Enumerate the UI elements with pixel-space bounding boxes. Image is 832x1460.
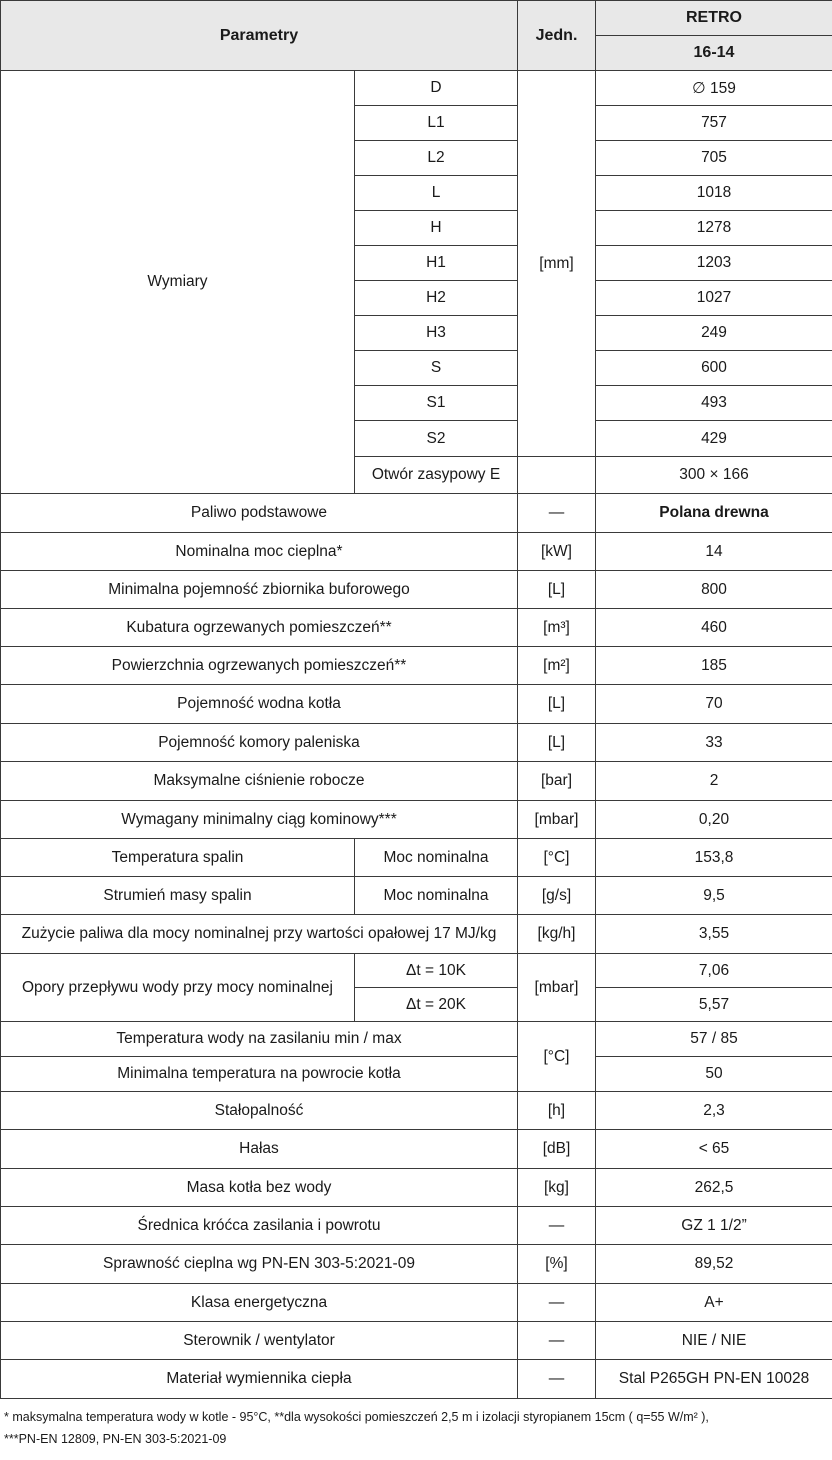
- dim-name: H: [355, 211, 518, 246]
- temp-spalin-unit: [°C]: [518, 839, 596, 877]
- dim-name: S2: [355, 421, 518, 457]
- sprawnosc-value: 89,52: [596, 1245, 832, 1284]
- pojemnosc-komory-unit: [L]: [518, 724, 596, 762]
- zuzycie-value: 3,55: [596, 915, 832, 954]
- dim-name: H1: [355, 246, 518, 281]
- klasa-unit: —: [518, 1284, 596, 1322]
- dim-value: 705: [596, 141, 832, 176]
- dim-name: H3: [355, 316, 518, 351]
- stalopalnosc-value: 2,3: [596, 1092, 832, 1130]
- dim-value: 493: [596, 386, 832, 421]
- srednica-unit: —: [518, 1207, 596, 1245]
- ciag-unit: [mbar]: [518, 801, 596, 839]
- dim-name: H2: [355, 281, 518, 316]
- pojemnosc-komory-value: 33: [596, 724, 832, 762]
- moc-unit: [kW]: [518, 533, 596, 571]
- dim-value: 600: [596, 351, 832, 386]
- temp-zasilania-label: Temperatura wody na zasilaniu min / max: [1, 1022, 518, 1057]
- opory-unit: [mbar]: [518, 954, 596, 1022]
- masa-value: 262,5: [596, 1169, 832, 1207]
- strumien-label: Strumień masy spalin: [1, 877, 355, 915]
- powierzchnia-unit: [m²]: [518, 647, 596, 685]
- stalopalnosc-label: Stałopalność: [1, 1092, 518, 1130]
- moc-value: 14: [596, 533, 832, 571]
- dim-value: 1018: [596, 176, 832, 211]
- dim-name: D: [355, 71, 518, 106]
- temp-powrotu-label: Minimalna temperatura na powrocie kotła: [1, 1057, 518, 1092]
- klasa-label: Klasa energetyczna: [1, 1284, 518, 1322]
- bufor-unit: [L]: [518, 571, 596, 609]
- temp-spalin-label: Temperatura spalin: [1, 839, 355, 877]
- cisnienie-value: 2: [596, 762, 832, 801]
- dim-name: S: [355, 351, 518, 386]
- header-parametry: Parametry: [1, 1, 518, 71]
- srednica-value: GZ 1 1/2”: [596, 1207, 832, 1245]
- temp-powrotu-value: 50: [596, 1057, 832, 1092]
- dim-value: 1278: [596, 211, 832, 246]
- temp-zasilania-value: 57 / 85: [596, 1022, 832, 1057]
- cisnienie-label: Maksymalne ciśnienie robocze: [1, 762, 518, 801]
- opory-value2: 5,57: [596, 988, 832, 1022]
- dim-value: 1027: [596, 281, 832, 316]
- dim-value: 249: [596, 316, 832, 351]
- kubatura-label: Kubatura ogrzewanych pomieszczeń**: [1, 609, 518, 647]
- strumien-unit: [g/s]: [518, 877, 596, 915]
- dim-name: S1: [355, 386, 518, 421]
- srednica-label: Średnica króćca zasilania i powrotu: [1, 1207, 518, 1245]
- opory-sub2: Δt = 20K: [355, 988, 518, 1022]
- dim-unit-empty: [518, 457, 596, 494]
- dim-name: L: [355, 176, 518, 211]
- sterownik-unit: —: [518, 1322, 596, 1360]
- zuzycie-unit: [kg/h]: [518, 915, 596, 954]
- paliwo-value: Polana drewna: [596, 494, 832, 533]
- temp-wody-unit: [°C]: [518, 1022, 596, 1092]
- temp-spalin-value: 153,8: [596, 839, 832, 877]
- header-model: RETRO: [596, 1, 832, 36]
- pojemnosc-wodna-value: 70: [596, 685, 832, 724]
- pojemnosc-komory-label: Pojemność komory paleniska: [1, 724, 518, 762]
- dim-name: L1: [355, 106, 518, 141]
- zuzycie-label: Zużycie paliwa dla mocy nominalnej przy wartości opałowej 17 MJ/kg: [1, 915, 518, 954]
- dim-value: 1203: [596, 246, 832, 281]
- header-jedn: Jedn.: [518, 1, 596, 71]
- pojemnosc-wodna-label: Pojemność wodna kotła: [1, 685, 518, 724]
- dim-value: 429: [596, 421, 832, 457]
- material-unit: —: [518, 1360, 596, 1399]
- footnote-line-2: ***PN-EN 12809, PN-EN 303-5:2021-09: [4, 1432, 227, 1446]
- dim-value: ∅ 159: [596, 71, 832, 106]
- footnote-line-1: * maksymalna temperatura wody w kotle - 95°C, **dla wysokości pomieszczeń 2,5 m i izolacji styropianem 15cm ( q=55 W/m² ),: [4, 1410, 709, 1424]
- kubatura-unit: [m³]: [518, 609, 596, 647]
- dim-value: 300 × 166: [596, 457, 832, 494]
- dim-name: Otwór zasypowy E: [355, 457, 518, 494]
- stalopalnosc-unit: [h]: [518, 1092, 596, 1130]
- strumien-value: 9,5: [596, 877, 832, 915]
- powierzchnia-label: Powierzchnia ogrzewanych pomieszczeń**: [1, 647, 518, 685]
- ciag-value: 0,20: [596, 801, 832, 839]
- opory-label: Opory przepływu wody przy mocy nominalnej: [1, 954, 355, 1022]
- kubatura-value: 460: [596, 609, 832, 647]
- footnotes: [4, 1406, 709, 1450]
- cisnienie-unit: [bar]: [518, 762, 596, 801]
- opory-value1: 7,06: [596, 954, 832, 988]
- header-variant: 16-14: [596, 36, 832, 71]
- opory-sub1: Δt = 10K: [355, 954, 518, 988]
- material-value: Stal P265GH PN-EN 10028: [596, 1360, 832, 1399]
- paliwo-unit: —: [518, 494, 596, 533]
- halas-unit: [dB]: [518, 1130, 596, 1169]
- pojemnosc-wodna-unit: [L]: [518, 685, 596, 724]
- temp-spalin-sub: Moc nominalna: [355, 839, 518, 877]
- sterownik-value: NIE / NIE: [596, 1322, 832, 1360]
- ciag-label: Wymagany minimalny ciąg kominowy***: [1, 801, 518, 839]
- halas-value: < 65: [596, 1130, 832, 1169]
- wymiary-label: Wymiary: [1, 71, 355, 494]
- material-label: Materiał wymiennika ciepła: [1, 1360, 518, 1399]
- halas-label: Hałas: [1, 1130, 518, 1169]
- sprawnosc-unit: [%]: [518, 1245, 596, 1284]
- klasa-value: A+: [596, 1284, 832, 1322]
- moc-label: Nominalna moc cieplna*: [1, 533, 518, 571]
- strumien-sub: Moc nominalna: [355, 877, 518, 915]
- dim-name: L2: [355, 141, 518, 176]
- paliwo-label: Paliwo podstawowe: [1, 494, 518, 533]
- powierzchnia-value: 185: [596, 647, 832, 685]
- masa-unit: [kg]: [518, 1169, 596, 1207]
- dim-value: 757: [596, 106, 832, 141]
- wymiary-unit: [mm]: [518, 71, 596, 457]
- sprawnosc-label: Sprawność cieplna wg PN-EN 303-5:2021-09: [1, 1245, 518, 1284]
- bufor-value: 800: [596, 571, 832, 609]
- bufor-label: Minimalna pojemność zbiornika buforowego: [1, 571, 518, 609]
- masa-label: Masa kotła bez wody: [1, 1169, 518, 1207]
- sterownik-label: Sterownik / wentylator: [1, 1322, 518, 1360]
